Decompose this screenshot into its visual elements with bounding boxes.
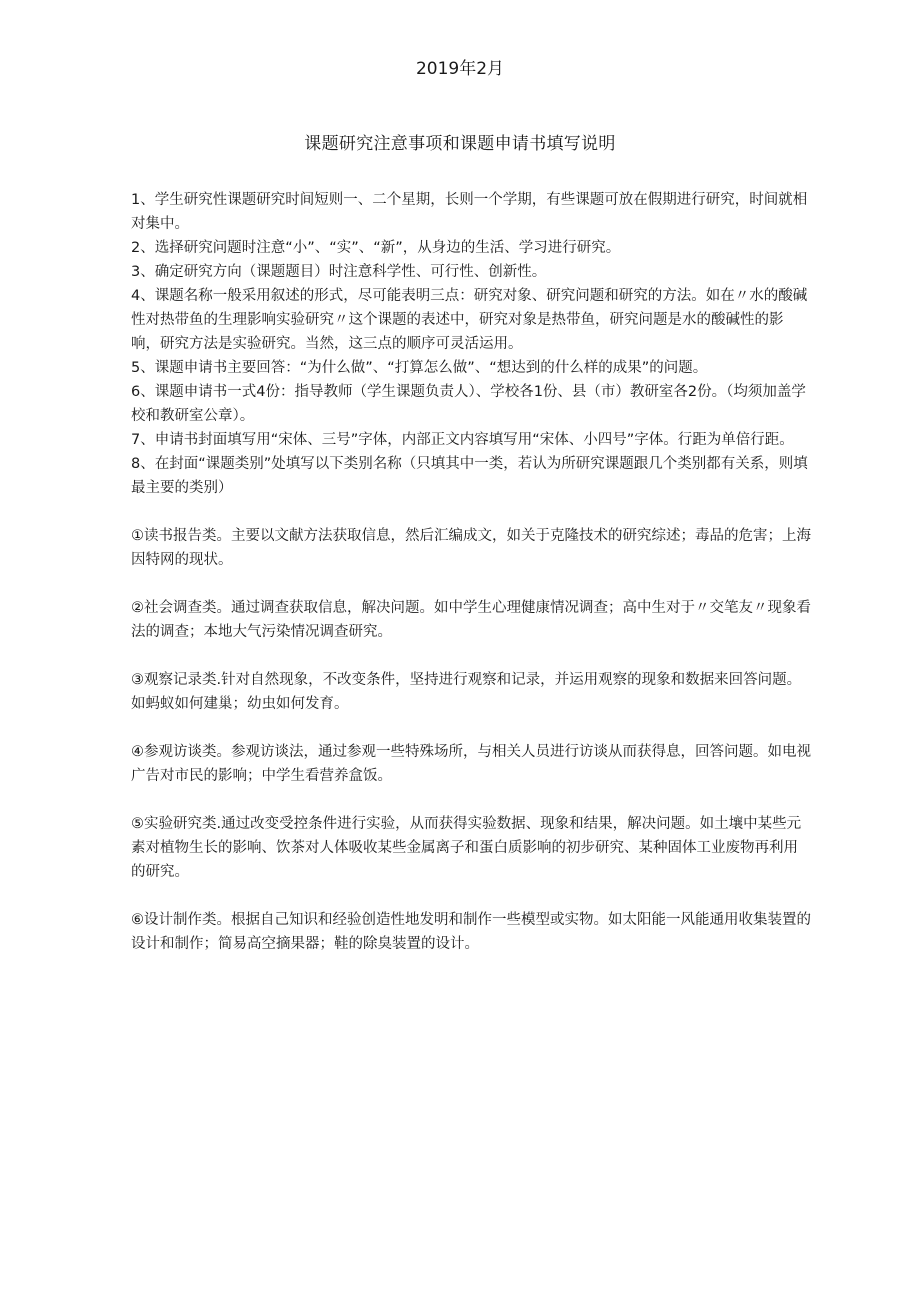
category-design-production: ⑥设计制作类。根据自己知识和经验创造性地发明和制作一些模型或实物。如太阳能一风能通用收集装置的设计和制作；简易高空摘果器；鞋的除臭装置的设计。 bbox=[131, 912, 811, 952]
document-body bbox=[131, 188, 811, 956]
note-item-2: 2、选择研究问题时注意“小”、“实”、“新”，从身边的生活、学习进行研究。 bbox=[131, 240, 621, 256]
note-item-6: 6、课题申请书一式4份：指导教师（学生课题负责人）、学校各1份、县（市）教研室各2份。（均须加盖学校和教研室公章）。 bbox=[131, 384, 806, 424]
note-item-4: 4、课题名称一般采用叙述的形式，尽可能表明三点：研究对象、研究问题和研究的方法。如在〃水的酸碱性对热带鱼的生理影响实验研究〃这个课题的表述中，研究对象是热带鱼，研究问题是水的酸碱性的影响，研究方法是实验研究。当然，这三点的顺序可灵活运用。 bbox=[131, 288, 808, 352]
note-item-5: 5、课题申请书主要回答：“为什么做”、“打算怎么做”、“想达到的什么样的成果”的问题。 bbox=[131, 360, 708, 376]
note-item-7: 7、申请书封面填写用“宋体、三号”字体，内部正文内容填写用“宋体、小四号”字体。行距为单倍行距。 bbox=[131, 432, 794, 448]
category-social-survey: ②社会调查类。通过调查获取信息，解决问题。如中学生心理健康情况调查；高中生对于〃交笔友〃现象看法的调查；本地大气污染情况调查研究。 bbox=[131, 600, 811, 640]
document-title: 课题研究注意事项和课题申请书填写说明 bbox=[304, 134, 616, 154]
document-date: 2019年2月 bbox=[415, 59, 505, 79]
category-reading-report: ①读书报告类。主要以文献方法获取信息，然后汇编成文，如关于克隆技术的研究综述；毒品的危害；上海因特网的现状。 bbox=[131, 528, 811, 568]
category-observation-record: ③观察记录类.针对自然现象，不改变条件，坚持进行观察和记录，并运用观察的现象和数据来回答问题。如蚂蚁如何建巢；幼虫如何发育。 bbox=[131, 672, 802, 712]
note-item-8: 8、在封面“课题类别”处填写以下类别名称（只填其中一类，若认为所研究课题跟几个类别都有关系，则填最主要的类别） bbox=[131, 456, 808, 496]
note-item-3: 3、确定研究方向（课题题目）时注意科学性、可行性、创新性。 bbox=[131, 264, 547, 280]
note-item-1: 1、学生研究性课题研究时间短则一、二个星期，长则一个学期，有些课题可放在假期进行研究，时间就相对集中。 bbox=[131, 192, 808, 232]
category-visit-interview: ④参观访谈类。参观访谈法，通过参观一些特殊场所，与相关人员进行访谈从而获得息，回答问题。如电视广告对市民的影响；中学生看营养盒饭。 bbox=[131, 744, 811, 784]
category-experimental-research: ⑤实验研究类.通过改变受控条件进行实验，从而获得实验数据、现象和结果，解决问题。如土壤中某些元素对植物生长的影响、饮茶对人体吸收某些金属离子和蛋白质影响的初步研究、某种固体工业废物再利用的研究。 bbox=[131, 816, 802, 880]
